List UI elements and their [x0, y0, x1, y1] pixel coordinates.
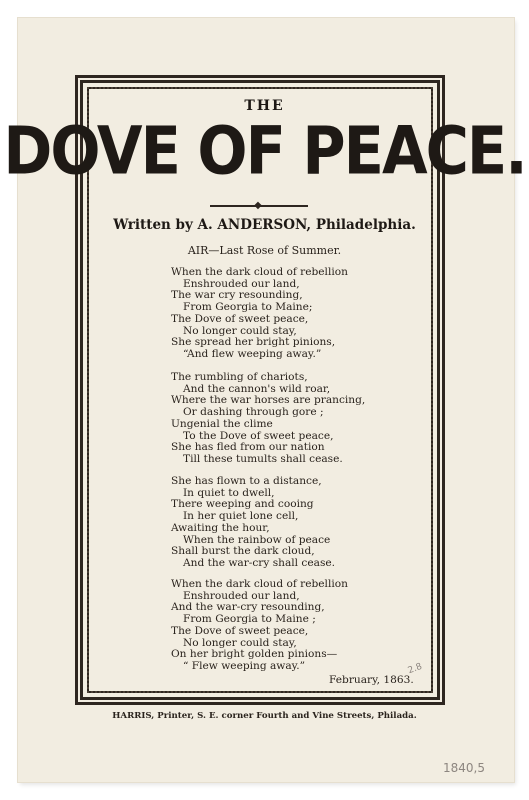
- verse-line: Till these tumults shall cease.: [183, 452, 343, 465]
- verse-line: On her bright golden pinions—: [171, 648, 338, 661]
- verse-line: The rumbling of chariots,: [171, 371, 308, 383]
- stanza-2: [171, 372, 391, 466]
- verse-line: The Dove of sweet peace,: [171, 624, 309, 637]
- verse-line: There weeping and cooing: [171, 498, 314, 511]
- divider-ornament: ◆: [254, 200, 262, 211]
- verse-line: In quiet to dwell,: [183, 486, 275, 499]
- verse-line: Shall burst the dark cloud,: [171, 545, 315, 558]
- verse-line: Enshrouded our land,: [183, 277, 300, 290]
- verse-line: No longer could stay,: [183, 636, 297, 649]
- verse-line: She has flown to a distance,: [171, 475, 322, 487]
- verse-line: In her quiet lone cell,: [183, 510, 299, 523]
- verse-line: Or dashing through gore ;: [183, 406, 324, 419]
- verse-line: To the Dove of sweet peace,: [183, 429, 334, 442]
- verse-line: When the dark cloud of rebellion: [171, 266, 348, 278]
- stanza-4: [171, 579, 391, 673]
- verse-line: When the dark cloud of rebellion: [171, 578, 348, 590]
- verse-line: Enshrouded our land,: [183, 589, 300, 602]
- verse-line: The war cry resounding,: [171, 289, 303, 302]
- verse-line: When the rainbow of peace: [183, 533, 331, 546]
- printer-imprint: HARRIS, Printer, S. E. corner Fourth and Vine Streets, Philada.: [112, 711, 417, 721]
- air-line: AIR—Last Rose of Summer.: [187, 244, 342, 257]
- verse-line: The Dove of sweet peace,: [171, 312, 309, 325]
- date-line: February, 1863.: [329, 674, 414, 686]
- verse-line: She spread her bright pinions,: [171, 336, 336, 349]
- verse-line: Ungenial the clime: [171, 417, 273, 430]
- title-small: THE: [244, 98, 285, 114]
- verse-line: From Georgia to Maine ;: [183, 613, 316, 626]
- byline: Written by A. ANDERSON, Philadelphia.: [113, 217, 416, 233]
- title-main: DOVE OF PEACE.: [3, 112, 526, 190]
- verse-line: No longer could stay,: [183, 324, 297, 337]
- verse-line: “ Flew weeping away.”: [183, 659, 306, 672]
- pencil-note-bottom: 1840,5: [443, 761, 485, 775]
- stanza-1: [171, 267, 391, 361]
- verse-line: Awaiting the hour,: [171, 521, 270, 534]
- verse-line: Where the war horses are prancing,: [171, 394, 366, 407]
- stanza-3: [171, 476, 391, 570]
- verse-line: From Georgia to Maine;: [183, 301, 313, 314]
- verse-line: And the war-cry shall cease.: [183, 556, 336, 569]
- verse-line: And the cannon's wild roar,: [183, 382, 331, 395]
- verse-line: She has fled from our nation: [171, 441, 325, 454]
- pencil-note-margin: 2.8: [406, 661, 424, 677]
- verse-line: And the war-cry resounding,: [171, 601, 325, 614]
- verse-line: “And flew weeping away.”: [183, 347, 322, 360]
